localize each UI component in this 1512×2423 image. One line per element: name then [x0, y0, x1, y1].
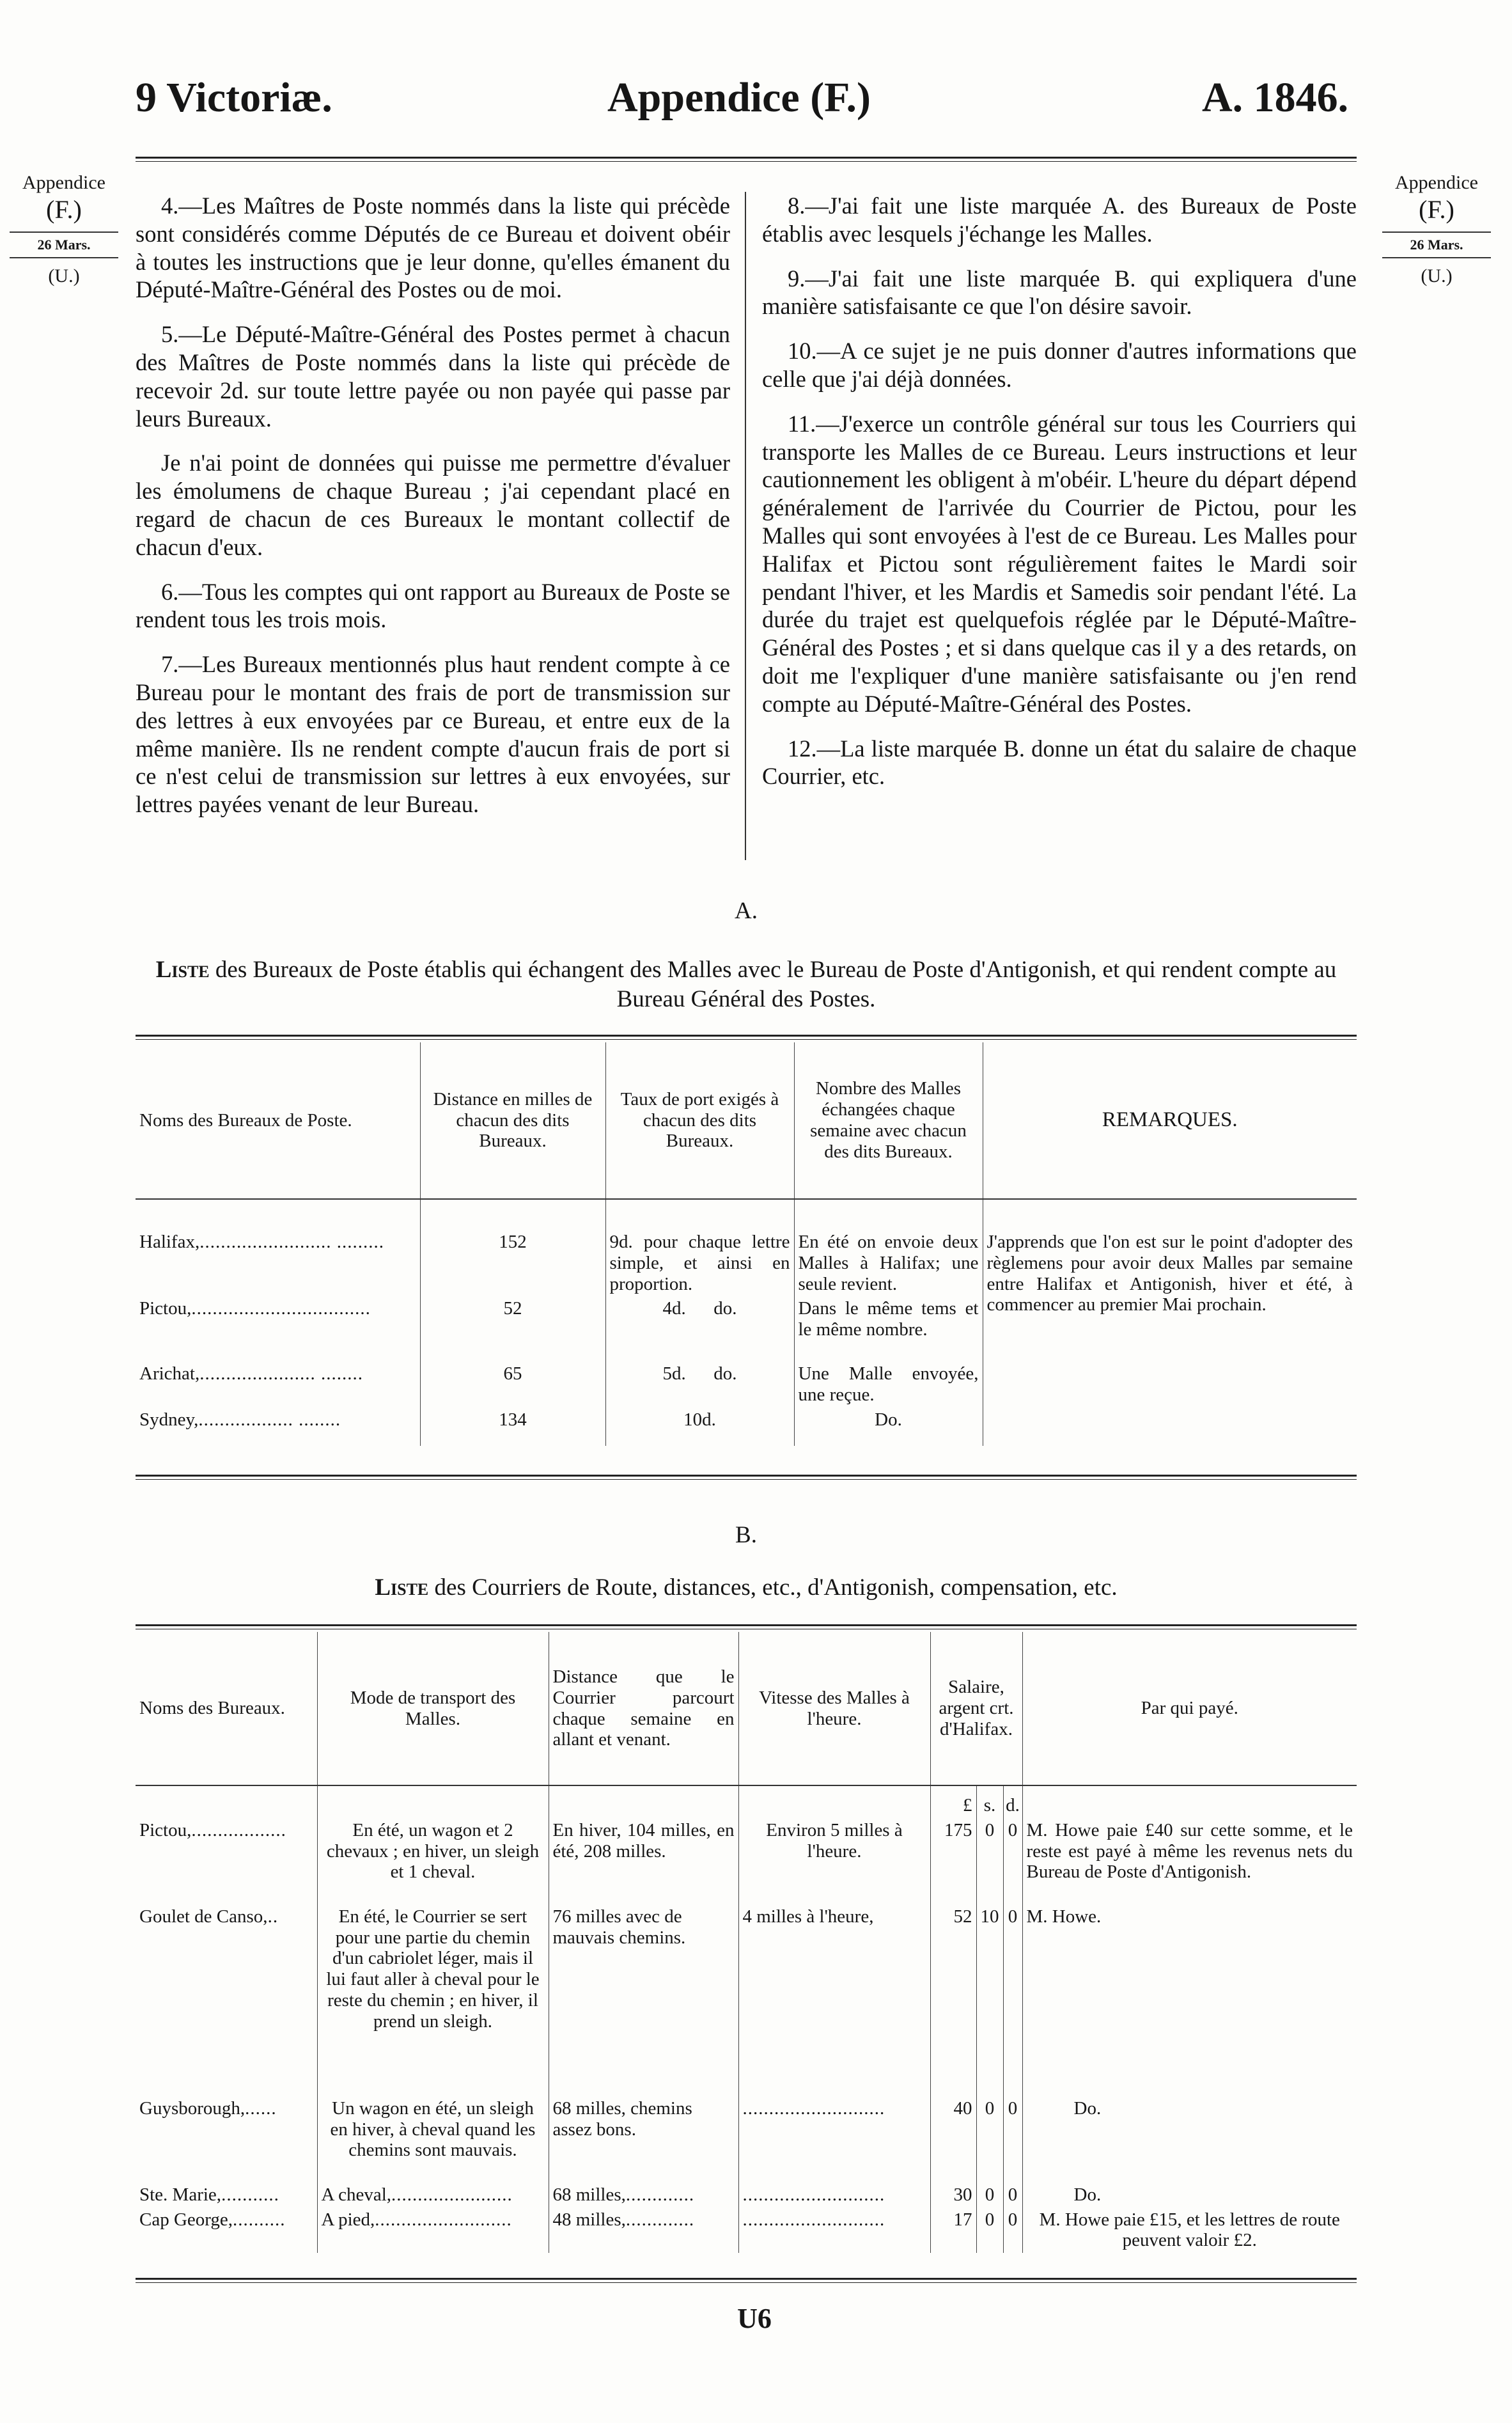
table-b-cell-pence: 0 — [1003, 2096, 1022, 2183]
right-column — [762, 192, 1357, 807]
table-b-cell-shillings: 10 — [976, 1904, 1003, 2096]
table-a-cell-taux: 10d. — [605, 1408, 794, 1446]
table-a-cell-taux: 4d. do. — [605, 1296, 794, 1361]
table-a-letter: A. — [735, 898, 758, 924]
margin-u: (U.) — [48, 265, 80, 287]
table-a-cell-nombre: En été on envoie deux Malles à Halifax; une seule revient. — [794, 1199, 983, 1296]
table-b-cell-pounds: 30 — [930, 2183, 976, 2207]
table-b-header-distance: Distance que le Courrier parcourt chaque semaine en allant et venant. — [549, 1632, 738, 1785]
table-a-header-name: Noms des Bureaux de Poste. — [136, 1042, 420, 1199]
margin-f: (F.) — [46, 195, 82, 224]
table-a-cell-nombre: Do. — [794, 1408, 983, 1446]
table-b-top-rule — [136, 1624, 1357, 1629]
table-b-cell-mode: A pied,.......................... — [317, 2207, 549, 2254]
margin-date: 26 Mars. — [1382, 231, 1491, 258]
header-center: Appendice (F.) — [607, 74, 871, 121]
table-a-cell-name: Pictou,.................................. — [139, 1298, 371, 1319]
table-b-bottom-rule — [136, 2278, 1357, 2283]
margin-f: (F.) — [1419, 195, 1454, 224]
table-a-cell-distance: 65 — [420, 1361, 605, 1408]
table-row — [136, 1199, 1357, 1296]
table-b-cell-distance: 68 milles,............. — [549, 2183, 738, 2207]
table-b-cell-name: Pictou,.................. — [139, 1819, 286, 1840]
table-b-header-name: Noms des Bureaux. — [136, 1632, 317, 1785]
table-a — [136, 1042, 1357, 1446]
table-b-cell-distance: 76 milles avec de mauvais chemins. — [549, 1904, 738, 2096]
table-b-cell-pounds: 40 — [930, 2096, 976, 2183]
margin-note-left — [10, 171, 118, 288]
table-a-header-distance: Distance en milles de chacun des dits Bureaux. — [420, 1042, 605, 1199]
table-b-cell-paye: M. Howe. — [1022, 1904, 1357, 2096]
margin-u: (U.) — [1421, 265, 1453, 287]
table-a-caption-liste: Liste — [155, 957, 210, 983]
table-b-cell-name: Goulet de Canso,.. — [139, 1906, 279, 1927]
table-b-cell-pounds: 52 — [930, 1904, 976, 2096]
table-b-cell-vitesse: Environ 5 milles à l'heure. — [738, 1818, 930, 1904]
table-a-caption — [136, 955, 1357, 1015]
table-b-cell-paye: Do. — [1022, 2096, 1357, 2183]
table-b-cell-paye: M. Howe paie £40 sur cette somme, et le reste est payé à même les revenus nets du Bureau de Poste d'Antigonish. — [1022, 1818, 1357, 1904]
paragraph-5: 5.—Le Député-Maître-Général des Postes permet à chacun des Maîtres de Poste nommés dans la liste qui précède de recevoir 2d. sur toute lettre payée ou non payée qui passe par leurs Bureaux. — [136, 321, 730, 432]
paragraph-4: 4.—Les Maîtres de Poste nommés dans la liste qui précède sont considérés comme Députés de ce Bureau et doivent obéir à toutes les instructions que je leur donne, qu'elles émanent du Député-Maître-Général des Postes ou de moi. — [136, 192, 730, 303]
table-a-cell-name: Arichat,...................... ........ — [139, 1363, 363, 1384]
table-b-cell-pounds: 175 — [930, 1818, 976, 1904]
table-b-cell-shillings: 0 — [976, 2183, 1003, 2207]
table-b-cell-shillings: 0 — [976, 2096, 1003, 2183]
table-a-header-remarques: REMARQUES. — [983, 1042, 1357, 1199]
paragraph-5b: Je n'ai point de données qui puisse me permettre d'évaluer les émolumens de chaque Bureau ; j'ai cependant placé en regard de chacun de ces Bureaux le montant collectif de chacun d'eux. — [136, 450, 730, 560]
table-b-cell-pence: 0 — [1003, 1818, 1022, 1904]
paragraph-12: 12.—La liste marquée B. donne un état du salaire de chaque Courrier, etc. — [762, 735, 1357, 790]
table-b-caption — [136, 1573, 1357, 1603]
table-a-cell-distance: 152 — [420, 1199, 605, 1296]
table-b-cell-pence: 0 — [1003, 2207, 1022, 2254]
table-b-caption-text: des Courriers de Route, distances, etc., d'Antigonish, compensation, etc. — [428, 1574, 1118, 1601]
table-a-cell-taux: 9d. pour chaque lettre simple, et ainsi en proportion. — [605, 1199, 794, 1296]
table-a-cell-distance: 52 — [420, 1296, 605, 1361]
table-b-header-vitesse: Vitesse des Malles à l'heure. — [738, 1632, 930, 1785]
table-a-cell-nombre: Dans le même tems et le même nombre. — [794, 1296, 983, 1361]
table-a-cell-name: Sydney,.................. ........ — [139, 1409, 341, 1430]
table-b-cell-shillings: 0 — [976, 2207, 1003, 2254]
table-b-cell-pounds: 17 — [930, 2207, 976, 2254]
paragraph-6: 6.—Tous les comptes qui ont rapport au Bureaux de Poste se rendent tous les trois mois. — [136, 578, 730, 633]
table-b-cell-name: Guysborough,...... — [139, 2098, 277, 2119]
table-row — [136, 2096, 1357, 2183]
table-b-units-row — [136, 1785, 1357, 1818]
table-b-cell-name: Cap George,.......... — [139, 2209, 286, 2230]
page-number: U6 — [737, 2303, 772, 2334]
table-a-top-rule — [136, 1035, 1357, 1040]
table-b-cell-mode: En été, le Courrier se sert pour une partie du chemin d'un cabriolet léger, mais il lui faut aller à cheval pour le reste du chemin ; en hiver, il prend un sleigh. — [317, 1904, 549, 2096]
table-b-cell-shillings: 0 — [976, 1818, 1003, 1904]
margin-note-right — [1382, 171, 1491, 288]
table-b-header-mode: Mode de transport des Malles. — [317, 1632, 549, 1785]
table-b-cell-distance: En hiver, 104 milles, en été, 208 milles. — [549, 1818, 738, 1904]
header-rule — [136, 157, 1357, 162]
table-row — [136, 1904, 1357, 2096]
table-b-cell-name: Ste. Marie,........... — [139, 2184, 279, 2205]
pence-unit: d. — [1003, 1785, 1022, 1818]
table-b-cell-distance: 48 milles,............. — [549, 2207, 738, 2254]
table-a-cell-nombre: Une Malle envoyée, une reçue. — [794, 1361, 983, 1408]
paragraph-10: 10.—A ce sujet je ne puis donner d'autres informations que celle que j'ai déjà données. — [762, 338, 1357, 392]
table-b-cell-pence: 0 — [1003, 2183, 1022, 2207]
table-b-cell-vitesse: 4 milles à l'heure, — [738, 1904, 930, 2096]
table-b-cell-vitesse: ........................... — [738, 2207, 930, 2254]
table-b — [136, 1632, 1357, 2253]
table-row — [136, 1818, 1357, 1904]
paragraph-7: 7.—Les Bureaux mentionnés plus haut rendent compte à ce Bureau pour le montant des frais de port de transmission sur des lettres à eux envoyées par ce Bureau, et entre eux de la même manière. Ils ne rendent compte d'aucun frais de port si ce n'est celui de transmission sur lettres à eux envoyées, sur lettres payées venant de leur Bureau. — [136, 651, 730, 818]
table-b-cell-mode: A cheval,....................... — [317, 2183, 549, 2207]
column-divider — [745, 192, 746, 860]
margin-date: 26 Mars. — [10, 231, 118, 258]
table-a-cell-taux: 5d. do. — [605, 1361, 794, 1408]
table-a-cell-name: Halifax,......................... ......... — [139, 1232, 384, 1252]
table-b-header-paye: Par qui payé. — [1022, 1632, 1357, 1785]
table-a-header-taux: Taux de port exigés à chacun des dits Bureaux. — [605, 1042, 794, 1199]
table-b-cell-mode: Un wagon en été, un sleigh en hiver, à cheval quand les chemins sont mauvais. — [317, 2096, 549, 2183]
table-b-letter: B. — [735, 1522, 757, 1548]
table-b-cell-mode: En été, un wagon et 2 chevaux ; en hiver, un sleigh et 1 cheval. — [317, 1818, 549, 1904]
table-a-cell-distance: 134 — [420, 1408, 605, 1446]
table-row — [136, 2207, 1357, 2254]
table-a-header-nombre: Nombre des Malles échangées chaque semaine avec chacun des dits Bureaux. — [794, 1042, 983, 1199]
table-a-caption-text: des Bureaux de Poste établis qui échangent des Malles avec le Bureau de Poste d'Antigonish, et qui rendent compte au Bureau Général des Postes. — [209, 957, 1337, 1013]
paragraph-9: 9.—J'ai fait une liste marquée B. qui expliquera d'une manière satisfaisante ce que l'on désire savoir. — [762, 265, 1357, 320]
table-b-cell-paye: M. Howe paie £15, et les lettres de route peuvent valoir £2. — [1022, 2207, 1357, 2254]
table-a-header-row — [136, 1042, 1357, 1199]
table-b-caption-liste: Liste — [375, 1574, 429, 1601]
table-b-cell-vitesse: ........................... — [738, 2096, 930, 2183]
table-b-header-row — [136, 1632, 1357, 1785]
shilling-unit: s. — [976, 1785, 1003, 1818]
table-row — [136, 2183, 1357, 2207]
pound-unit: £ — [930, 1785, 976, 1818]
table-b-header-salaire: Salaire, argent crt. d'Halifax. — [930, 1632, 1022, 1785]
header-left: 9 Victoriæ. — [136, 74, 332, 121]
table-b-cell-pence: 0 — [1003, 1904, 1022, 2096]
margin-appendice: Appendice — [22, 172, 105, 193]
table-a-bottom-rule — [136, 1475, 1357, 1480]
paragraph-11: 11.—J'exerce un contrôle général sur tous les Courriers qui transporte les Malles de ce Bureau. Leurs instructions et leur cautionnement les obligent à m'obéir. L'heure du départ dépend généralement de l'arrivée du Courrier de Pictou, pour les Malles qui sont envoyées à l'est de ce Bureau. Les Malles pour Halifax et Pictou sont régulièrement faites le Mardi soir pendant l'hiver, et les Mardis et Samedis soir pendant l'été. La durée du trajet est quelquefois réglée par le Député-Maître-Général des Postes ; et si dans quelque cas il y a des retards, on doit me l'expliquer d'une manière satisfaisante ou j'en rend compte au Député-Maître-Général des Postes. — [762, 410, 1357, 717]
table-b-cell-vitesse: ........................... — [738, 2183, 930, 2207]
table-a-remarque: J'apprends que l'on est sur le point d'adopter des règlemens pour avoir deux Malles par semaine entre Halifax et Antigonish, hiver et été, à commencer au premier Mai prochain. — [983, 1199, 1357, 1446]
left-column — [136, 192, 730, 835]
header-right: A. 1846. — [1202, 74, 1349, 121]
table-b-cell-paye: Do. — [1022, 2183, 1357, 2207]
paragraph-8: 8.—J'ai fait une liste marquée A. des Bureaux de Poste établis avec lesquels j'échange les Malles. — [762, 192, 1357, 247]
margin-appendice: Appendice — [1395, 172, 1478, 193]
table-b-cell-distance: 68 milles, chemins assez bons. — [549, 2096, 738, 2183]
